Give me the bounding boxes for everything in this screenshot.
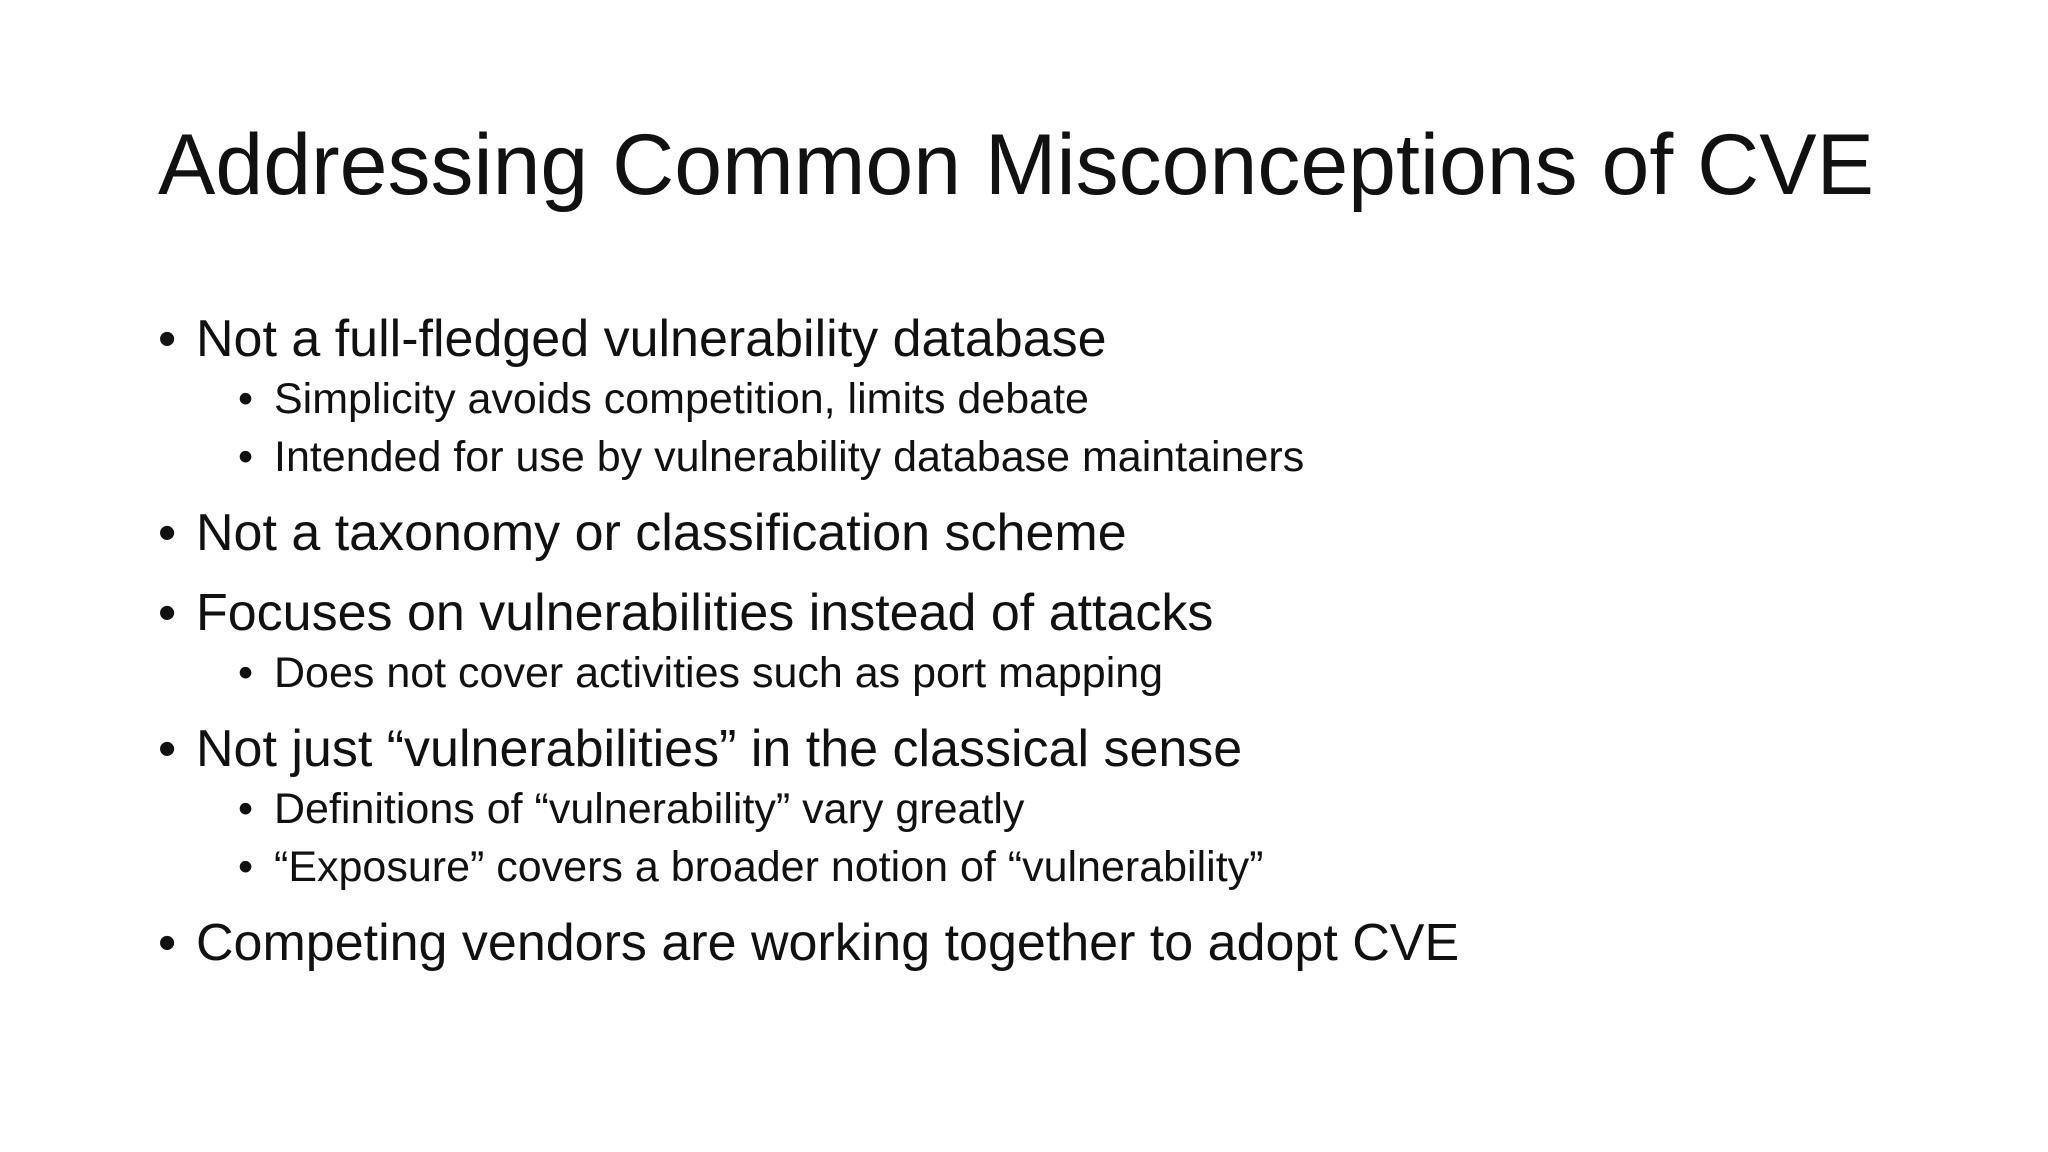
sub-bullet-item: • Simplicity avoids competition, limits debate: [158, 370, 1938, 428]
bullet-item: • Focuses on vulnerabilities instead of attacks: [158, 582, 1938, 644]
bullet-item: • Not just “vulnerabilities” in the classical sense: [158, 718, 1938, 780]
sub-bullet-item: • Does not cover activities such as port mapping: [158, 644, 1938, 702]
bullet-list: [158, 308, 1938, 992]
slide-title: Addressing Common Misconceptions of CVE: [158, 117, 1874, 213]
sub-bullet-item: • “Exposure” covers a broader notion of “vulnerability”: [158, 838, 1938, 896]
bullet-item: • Competing vendors are working together to adopt CVE: [158, 912, 1938, 974]
sub-bullet-item: • Intended for use by vulnerability database maintainers: [158, 428, 1938, 486]
bullet-item: • Not a full-fledged vulnerability database: [158, 308, 1938, 370]
bullet-item: • Not a taxonomy or classification scheme: [158, 502, 1938, 564]
sub-bullet-item: • Definitions of “vulnerability” vary greatly: [158, 780, 1938, 838]
